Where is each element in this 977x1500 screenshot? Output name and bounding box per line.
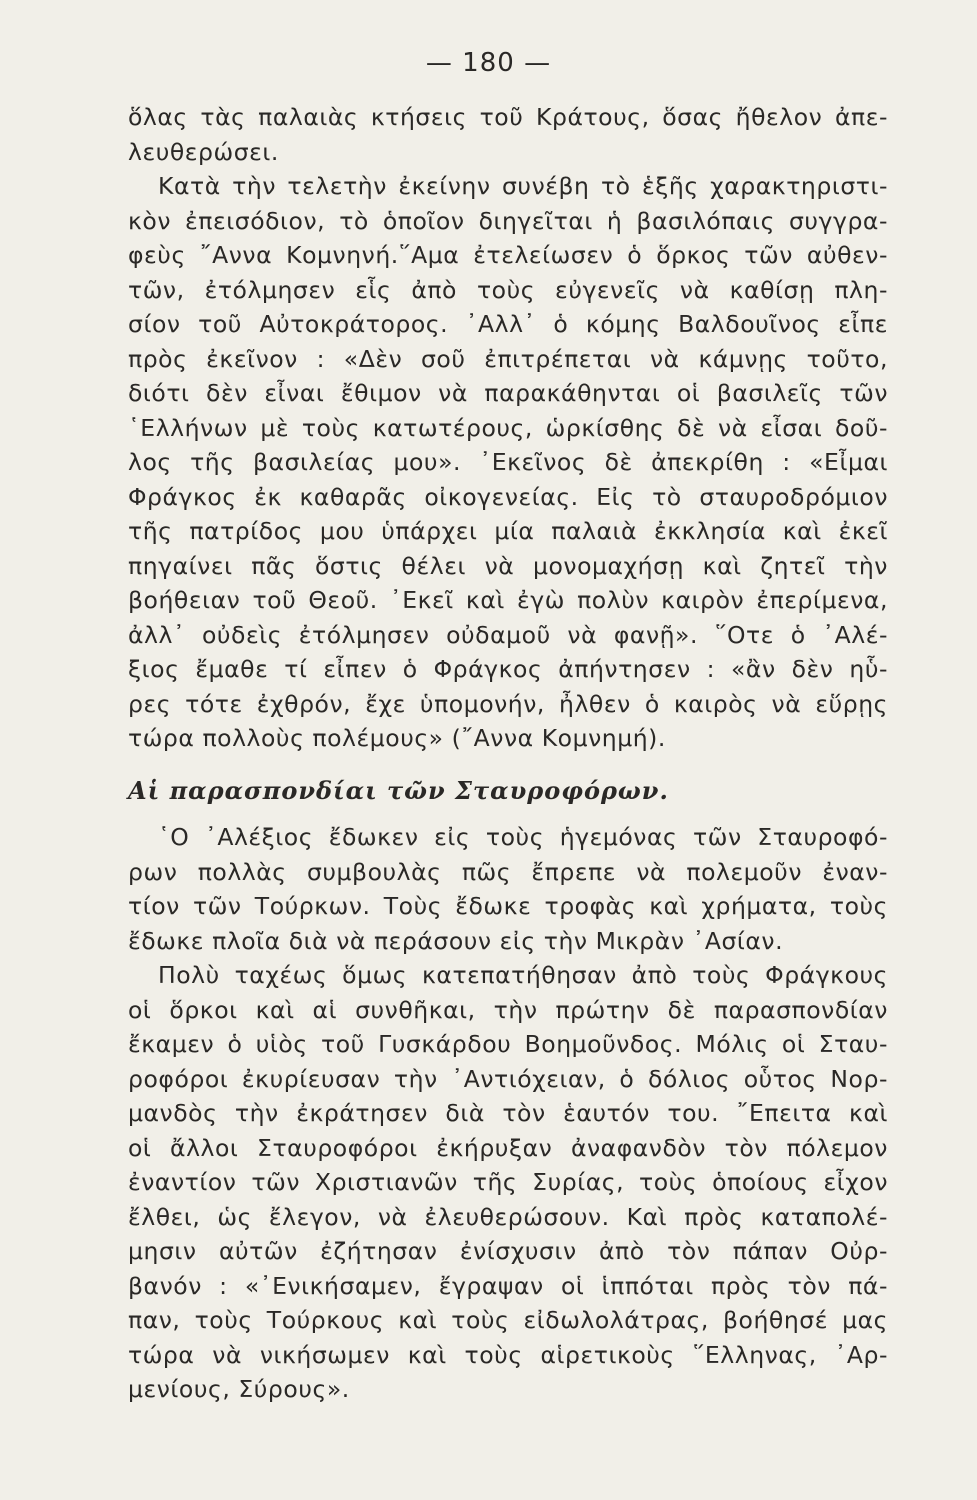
text-line: ρες τότε ἐχθρόν, ἔχε ὑπομονήν, ἦλθεν ὁ καιρὸς νὰ εὕρῃς xyxy=(128,689,888,718)
text-line: τίον τῶν Τούρκων. Τοὺς ἔδωκε τροφὰς καὶ χρήματα, τοὺς xyxy=(128,892,888,920)
text-line: ἔδωκε πλοῖα διὰ νὰ περάσουν εἰς τὴν Μικρὰν ᾿Ασίαν. xyxy=(128,926,784,955)
text-line: φεὺς ῎Αννα Κομνηνή.῞Αμα ἐτελείωσεν ὁ ὅρκος τῶν αὐθεν- xyxy=(128,241,888,269)
text-line: παν, τοὺς Τούρκους καὶ τοὺς εἰδωλολάτρας, βοήθησέ μας xyxy=(128,1306,888,1334)
section-heading: Αἱ παρασπονδίαι τῶν Σταυροφόρων. xyxy=(128,776,669,805)
text-line: οἱ ἄλλοι Σταυροφόροι ἐκήρυξαν ἀναφανδὸν τὸν πόλεμον xyxy=(128,1133,888,1162)
text-line: λευθερώσει. xyxy=(128,137,279,166)
text-line: ῾Ο ᾿Αλέξιος ἔδωκεν εἰς τοὺς ἡγεμόνας τῶν Σταυροφό- xyxy=(158,823,888,851)
text-line: πηγαίνει πᾶς ὅστις θέλει νὰ μονομαχήσῃ καὶ ζητεῖ τὴν xyxy=(128,551,888,580)
text-line: οἱ ὅρκοι καὶ αἱ συνθῆκαι, τὴν πρώτην δὲ παρασπονδίαν xyxy=(128,995,888,1024)
text-line: Πολὺ ταχέως ὅμως κατεπατήθησαν ἀπὸ τοὺς Φράγκους xyxy=(158,961,888,989)
page-number: — 180 — xyxy=(425,48,552,78)
text-line: ρων πολλὰς συμβουλὰς πῶς ἔπρεπε νὰ πολεμοῦν ἐναν- xyxy=(128,857,888,886)
section-1-text xyxy=(128,100,888,756)
text-line: ῾Ελλήνων μὲ τοὺς κατωτέρους, ὡρκίσθης δὲ νὰ εἶσαι δοῦ- xyxy=(128,413,888,442)
text-line: ἀλλ᾿ οὐδεὶς ἐτόλμησεν οὐδαμοῦ νὰ φανῇ». ῞Οτε ὁ ᾿Αλέ- xyxy=(128,620,888,649)
text-line: σίον τοῦ Αὐτοκράτορος. ᾿Αλλ᾿ ὁ κόμης Βαλδουῖνος εἶπε xyxy=(128,310,888,338)
text-line: μανδὸς τὴν ἐκράτησεν διὰ τὸν ἑαυτόν του. ῎Επειτα καὶ xyxy=(128,1099,888,1127)
text-line: ἔκαμεν ὁ υἱὸς τοῦ Γυσκάρδου Βοημοῦνδος. Μόλις οἱ Σταυ- xyxy=(128,1030,888,1058)
text-line: τῆς πατρίδος μου ὑπάρχει μία παλαιὰ ἐκκλησία καὶ ἐκεῖ xyxy=(128,517,888,545)
text-line: πρὸς ἐκεῖνον : «Δὲν σοῦ ἐπιτρέπεται νὰ κάμνῃς τοῦτο, xyxy=(128,344,888,373)
text-line: Κατὰ τὴν τελετὴν ἐκείνην συνέβη τὸ ἑξῆς χαρακτηριστι- xyxy=(158,172,888,200)
text-line: βοήθειαν τοῦ Θεοῦ. ᾿Εκεῖ καὶ ἐγὼ πολὺν καιρὸν ἐπερίμενα, xyxy=(128,586,888,614)
text-line: τώρα νὰ νικήσωμεν καὶ τοὺς αἱρετικοὺς ῞Ελληνας, ᾿Αρ- xyxy=(128,1340,888,1369)
text-line: ροφόροι ἐκυρίευσαν τὴν ᾿Αντιόχειαν, ὁ δόλιος οὗτος Νορ- xyxy=(128,1064,888,1093)
text-line: μησιν αὐτῶν ἐζήτησαν ἐνίσχυσιν ἀπὸ τὸν πάπαν Οὐρ- xyxy=(128,1237,888,1265)
text-line: τῶν, ἐτόλμησεν εἷς ἀπὸ τοὺς εὐγενεῖς νὰ καθίσῃ πλη- xyxy=(128,275,888,304)
text-line: ξιος ἔμαθε τί εἶπεν ὁ Φράγκος ἀπήντησεν : «ἂν δὲν ηὗ- xyxy=(128,655,888,683)
text-line: ἔλθει, ὡς ἔλεγον, νὰ ἐλευθερώσουν. Καὶ πρὸς καταπολέ- xyxy=(128,1202,888,1231)
text-line: Φράγκος ἐκ καθαρᾶς οἰκογενείας. Εἰς τὸ σταυροδρόμιον xyxy=(128,482,888,511)
text-line: ἐναντίον τῶν Χριστιανῶν τῆς Συρίας, τοὺς ὁποίους εἶχον xyxy=(128,1168,888,1196)
section-2-text xyxy=(128,820,888,1407)
text-line: βανόν : «᾿Ενικήσαμεν, ἔγραψαν οἱ ἱππόται πρὸς τὸν πά- xyxy=(128,1271,888,1300)
text-line: διότι δὲν εἶναι ἔθιμον νὰ παρακάθηνται οἱ βασιλεῖς τῶν xyxy=(128,379,888,407)
text-line: τώρα πολλοὺς πολέμους» (῎Αννα Κομνημή). xyxy=(128,724,666,752)
text-line: μενίους, Σύρους». xyxy=(128,1375,350,1403)
text-line: κὸν ἐπεισόδιον, τὸ ὁποῖον διηγεῖται ἡ βασιλόπαις συγγρα- xyxy=(128,206,888,235)
text-line: λος τῆς βασιλείας μου». ᾿Εκεῖνος δὲ ἀπεκρίθη : «Εἶμαι xyxy=(128,448,888,476)
text-line: ὅλας τὰς παλαιὰς κτήσεις τοῦ Κράτους, ὅσας ἤθελον ἀπε- xyxy=(128,103,888,131)
